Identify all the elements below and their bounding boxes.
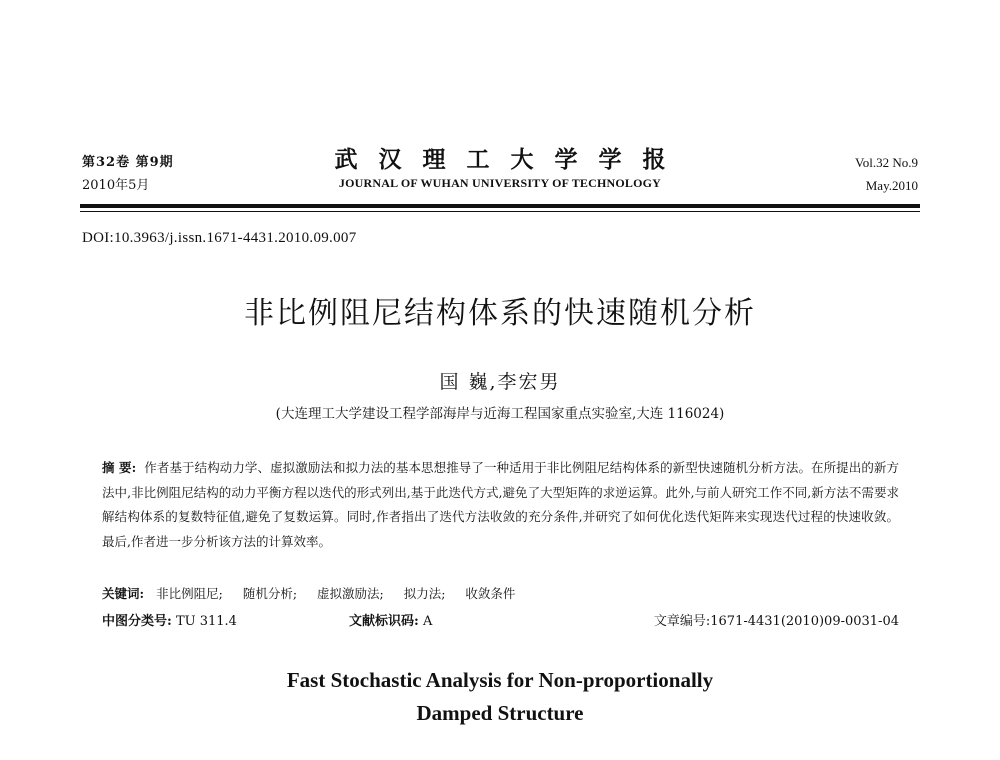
abstract-label: 摘 要:	[102, 460, 137, 475]
abstract	[102, 456, 899, 554]
keyword: 非比例阻尼;	[156, 586, 223, 601]
paper-title-cn: 非比例阻尼结构体系的快速随机分析	[244, 296, 756, 331]
clc-number	[102, 610, 237, 629]
header-rule-thick	[80, 204, 920, 208]
volume-issue: 第32卷 第9期	[82, 155, 174, 170]
abstract-text: 作者基于结构动力学、虚拟激励法和拟力法的基本思想推导了一种适用于非比例阻尼结构体系的新型快速随机分析方法。在所提出的新方法中,非比例阻尼结构的动力平衡方程以迭代的形式列出,基于此迭代方式,避免了大型矩阵的求逆运算。此外,与前人研究工作不同,新方法不需要求解结构体系的复数特征值,避免了复数运算。同时,作者指出了迭代方法收敛的充分条件,并研究了如何优化迭代矩阵来实现迭代过程的快速收敛。最后,作者进一步分析该方法的计算效率。	[102, 460, 899, 549]
keyword: 收敛条件	[465, 586, 516, 601]
header-right	[855, 151, 918, 197]
keywords	[102, 584, 531, 602]
journal-name-en: JOURNAL OF WUHAN UNIVERSITY OF TECHNOLOGY	[338, 176, 662, 190]
header-left	[82, 151, 174, 197]
keyword: 拟力法;	[403, 586, 446, 601]
journal-masthead	[300, 146, 700, 191]
date-cn: 2010年5月	[82, 178, 150, 193]
affiliation: (大连理工大学建设工程学部海岸与近海工程国家重点实验室,大连 116024)	[275, 406, 725, 422]
doc-code-value: A	[422, 614, 433, 629]
clc-value: TU 311.4	[175, 614, 237, 629]
article-number: 文章编号:1671-4431(2010)09-0031-04	[653, 614, 899, 629]
authors: 国 巍,李宏男	[439, 371, 561, 393]
document-code	[349, 610, 432, 629]
title-en-line-2: Damped Structure	[416, 701, 584, 725]
header-rule-thin	[80, 211, 920, 212]
doc-code-label: 文献标识码:	[349, 614, 419, 629]
keyword: 虚拟激励法;	[317, 586, 384, 601]
doi: DOI:10.3963/j.issn.1671-4431.2010.09.007	[82, 230, 357, 246]
paper-title-en	[0, 664, 1000, 730]
keywords-label: 关键词:	[102, 586, 145, 601]
journal-name-cn: 武汉理工大学学报	[334, 146, 687, 173]
date-en: May.2010	[865, 178, 918, 193]
clc-label: 中图分类号:	[102, 614, 172, 629]
title-en-line-1: Fast Stochastic Analysis for Non-proportionally	[286, 668, 714, 692]
volume-issue-en: Vol.32 No.9	[855, 155, 918, 170]
keyword: 随机分析;	[242, 586, 298, 601]
